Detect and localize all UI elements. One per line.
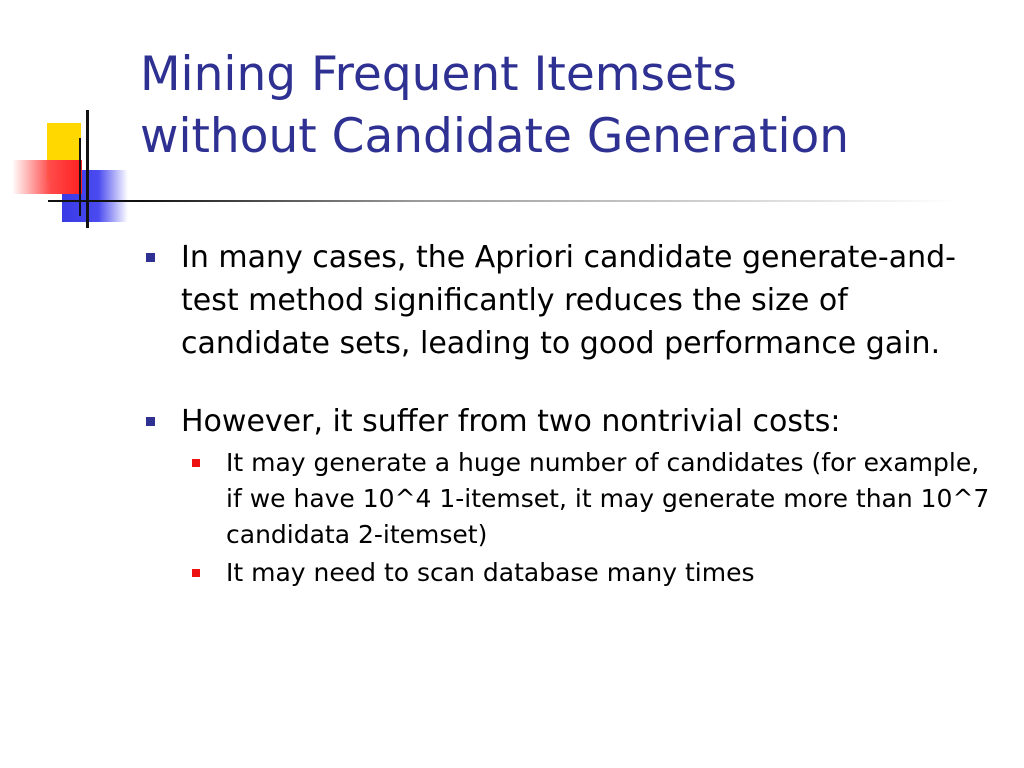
bullet-item	[146, 400, 996, 591]
small-square-bullet-icon	[192, 569, 200, 577]
square-bullet-icon	[146, 253, 155, 262]
sub-bullet-item	[192, 445, 996, 553]
sub-bullet-text: It may generate a huge number of candidates (for example, if we have 10^4 1-itemset, it may generate more than 10^7 candidata 2-itemset)	[226, 448, 990, 549]
bullet-text: In many cases, the Apriori candidate generate-and-test method significantly reduces the size of candidate sets, leading to good performance gain.	[181, 240, 956, 361]
title-underline	[48, 200, 960, 202]
square-bullet-icon	[146, 417, 155, 426]
red-bar-shape	[12, 160, 82, 194]
vertical-line-short	[79, 138, 81, 216]
sub-bullet-list	[192, 445, 996, 591]
sub-bullet-text: It may need to scan database many times	[226, 558, 755, 587]
bullet-item	[146, 236, 996, 365]
slide-title	[140, 44, 1000, 168]
sub-bullet-item	[192, 555, 996, 591]
slide-content	[146, 236, 996, 591]
vertical-line	[86, 110, 89, 228]
bullet-text: However, it suffer from two nontrivial costs:	[181, 404, 841, 439]
title-line-1: Mining Frequent Itemsets	[140, 47, 737, 102]
title-line-2: without Candidate Generation	[140, 109, 850, 164]
small-square-bullet-icon	[192, 459, 200, 467]
